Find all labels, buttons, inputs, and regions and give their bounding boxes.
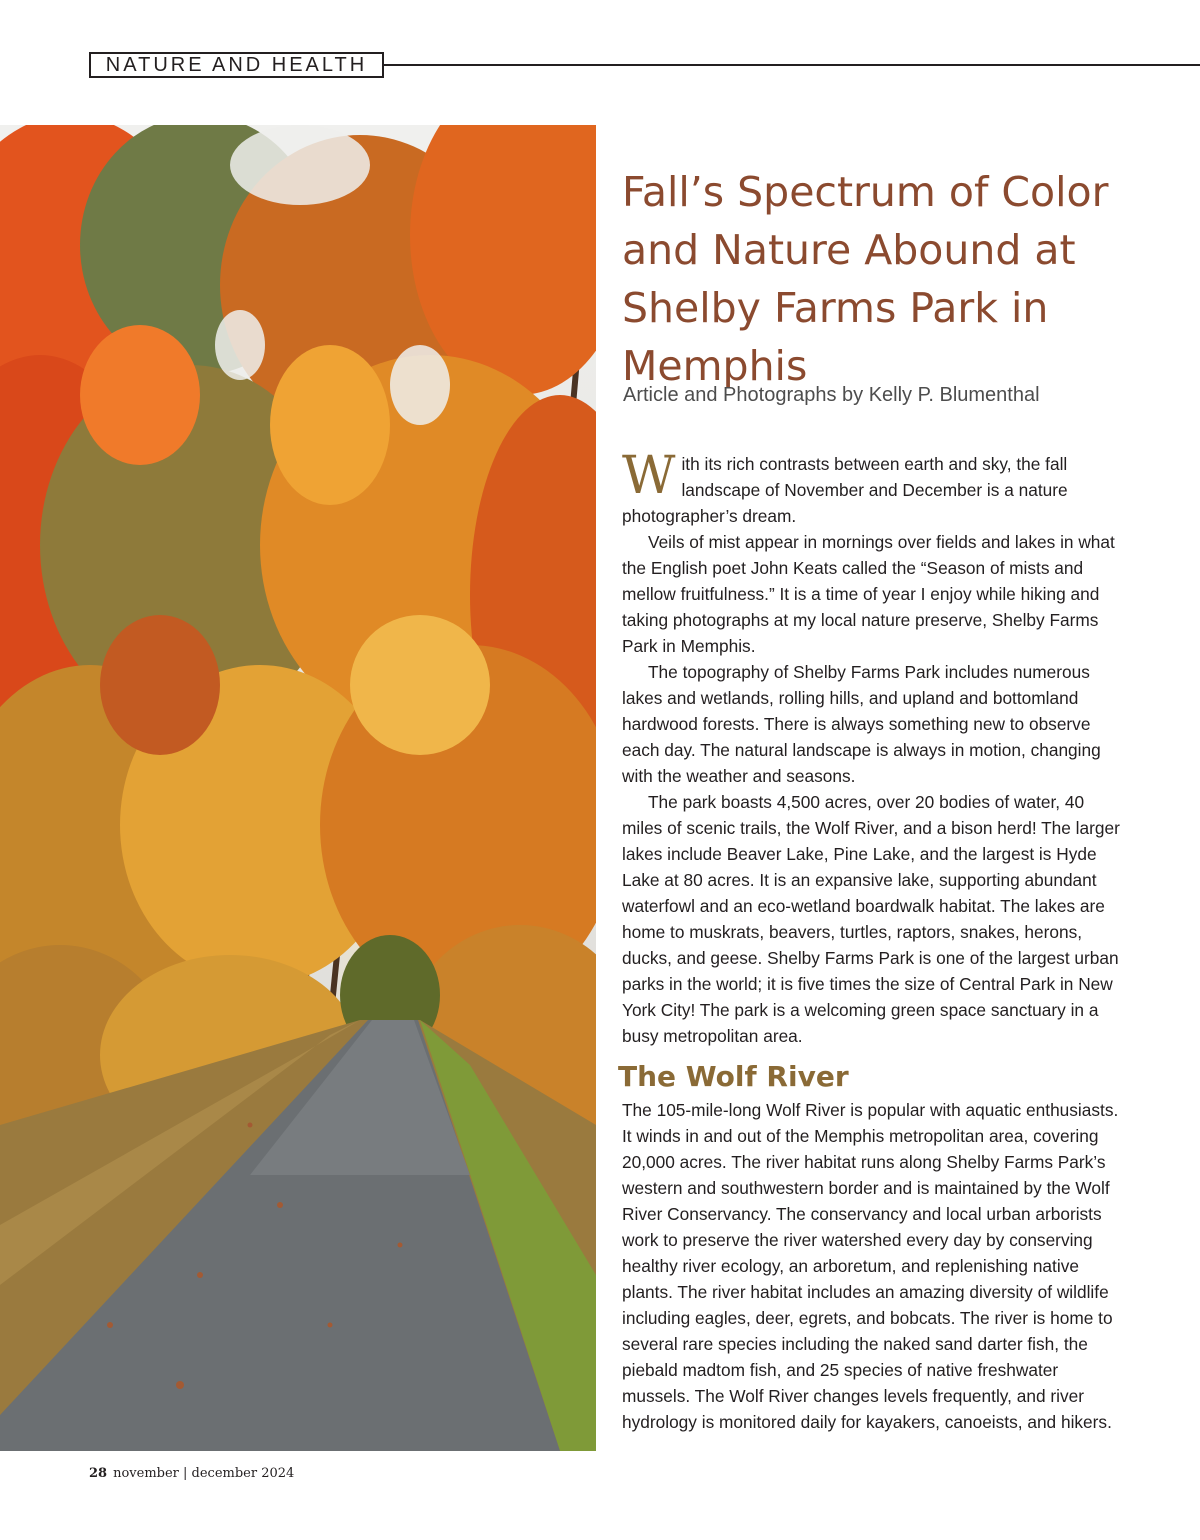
article-byline: Article and Photographs by Kelly P. Blumenthal (623, 384, 1040, 406)
paragraph (622, 446, 1122, 529)
paragraph: The park boasts 4,500 acres, over 20 bodies of water, 40 miles of scenic trails, the Wolf River, and a bison herd! The larger lakes include Beaver Lake, Pine Lake, and the largest is Hyde Lake at 80 acres. It is an expansive lake, supporting abundant waterfowl and an eco-wetland boardwalk habitat. The lakes are home to muskrats, beavers, turtles, raptors, snakes, herons, ducks, and geese. Shelby Farms Park is one of the largest urban parks in the world; it is five times the size of Central Park in New York City! The park is a welcoming green space sanctuary in a busy metropolitan area. (622, 792, 1120, 1046)
section-label: NATURE AND HEALTH (89, 52, 384, 78)
wolf-river-section (622, 1097, 1122, 1435)
section-rule (384, 64, 1200, 66)
autumn-trail-illustration (0, 125, 596, 1451)
paragraph: Veils of mist appear in mornings over fields and lakes in what the English poet John Keats called the “Season of mists and mellow fruitfulness.” It is a time of year I enjoy while hiking and taking photographs at my local nature preserve, Shelby Farms Park in Memphis. (622, 532, 1115, 656)
paragraph: The 105-mile-long Wolf River is popular with aquatic enthusiasts. It winds in and out of the Memphis metropolitan area, covering 20,000 acres. The river habitat runs along Shelby Farms Park’s western and southwestern border and is maintained by the Wolf River Conservancy. The conservancy and local urban arborists work to preserve the river watershed every day by conserving healthy river ecology, an arboretum, and replenishing native plants. The river habitat includes an amazing diversity of wildlife including eagles, deer, egrets, and bobcats. The river is home to several rare species including the naked sand darter fish, the piebald madtom fish, and 25 species of native freshwater mussels. The Wolf River changes levels frequently, and river hydrology is monitored daily for kayakers, canoeists, and hikers. (622, 1100, 1119, 1432)
paragraph-text: ith its rich contrasts between earth and sky, the fall landscape of November and December is a nature photographer’s dream. (622, 454, 1068, 526)
issue-date: november | december 2024 (113, 1466, 295, 1481)
page-number: 28 (89, 1466, 108, 1481)
page-footer (89, 1466, 294, 1481)
paragraph: The topography of Shelby Farms Park includes numerous lakes and wetlands, rolling hills, and upland and bottomland hardwood forests. There is always something new to observe each day. The natural landscape is always in motion, changing with the weather and seasons. (622, 662, 1101, 786)
article-photo (0, 125, 596, 1451)
article-title: Fall’s Spectrum of Color and Nature Abound at Shelby Farms Park in Memphis (622, 168, 1109, 390)
article-intro (622, 446, 1122, 1049)
section-heading: The Wolf River (618, 1060, 849, 1093)
drop-cap: W (622, 446, 676, 506)
